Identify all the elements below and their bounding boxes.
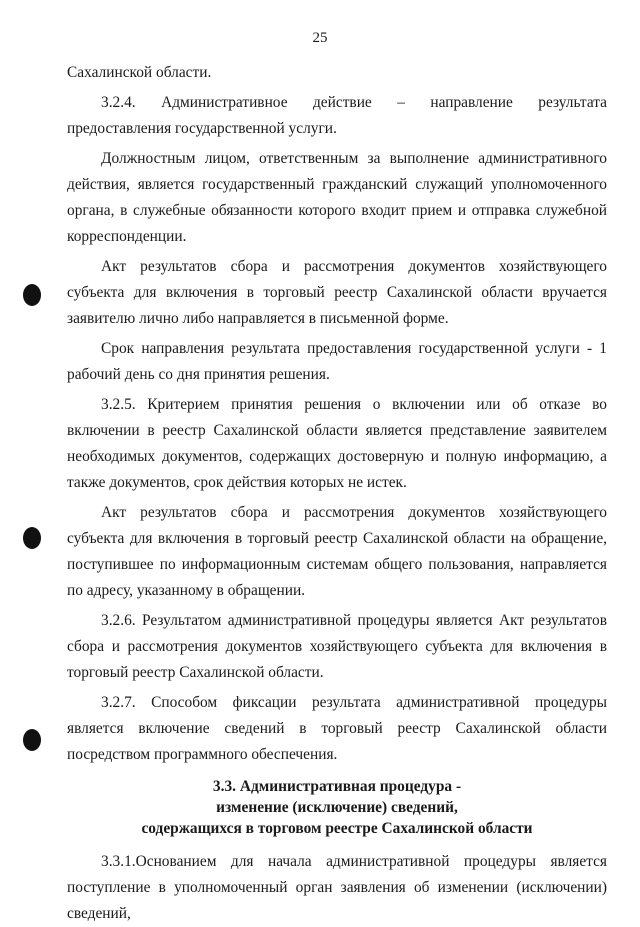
punch-hole-top — [23, 284, 41, 306]
paragraph: 3.2.7. Способом фиксации результата административной процедуры является включение сведений в торговый реестр Сахалинской области посредством программного обеспечения. — [67, 694, 607, 763]
paragraph: 3.2.4. Административное действие – направление результата предоставления государственной услуги. — [67, 94, 607, 137]
paragraph: 3.2.5. Критерием принятия решения о включении или об отказе во включении в реестр Сахалинской области является представление заявителем необходимых документов, содержащих достоверную и полную информацию, а также документов, срок действия которых не истек. — [67, 396, 607, 491]
section-heading-line: изменение (исключение) сведений, — [216, 799, 458, 816]
punch-hole-bottom — [23, 729, 41, 751]
section-heading — [67, 776, 607, 839]
paragraph: Акт результатов сбора и рассмотрения документов хозяйствующего субъекта для включения в торговый реестр Сахалинской области на обращение, поступившее по информационным системам общего пользования, направляется по адресу, указанному в обращении. — [67, 504, 607, 599]
document-body — [67, 60, 607, 927]
section-heading-line: 3.3. Административная процедура - — [212, 778, 462, 795]
paragraph: Сахалинской области. — [67, 64, 212, 81]
punch-hole-middle — [23, 527, 41, 549]
paragraph: Срок направления результата предоставления государственной услуги - 1 рабочий день со дня принятия решения. — [67, 340, 607, 383]
paragraph: 3.2.6. Результатом административной процедуры является Акт результатов сбора и рассмотрения документов хозяйствующего субъекта для включения в торговый реестр Сахалинской области. — [67, 612, 607, 681]
section-heading-line: содержащихся в торговом реестре Сахалинской области — [141, 820, 533, 837]
paragraph: Акт результатов сбора и рассмотрения документов хозяйствующего субъекта для включения в торговый реестр Сахалинской области вручается заявителю лично либо направляется в письменной форме. — [67, 258, 607, 327]
paragraph: 3.3.1.Основанием для начала административной процедуры является поступление в уполномоченный орган заявления об изменении (исключении) сведений, — [67, 853, 607, 922]
page-number: 25 — [312, 30, 328, 46]
paragraph: Должностным лицом, ответственным за выполнение административного действия, является государственный гражданский служащий уполномоченного органа, в служебные обязанности которого входит прием и отправка служебной корреспонденции. — [67, 150, 607, 245]
